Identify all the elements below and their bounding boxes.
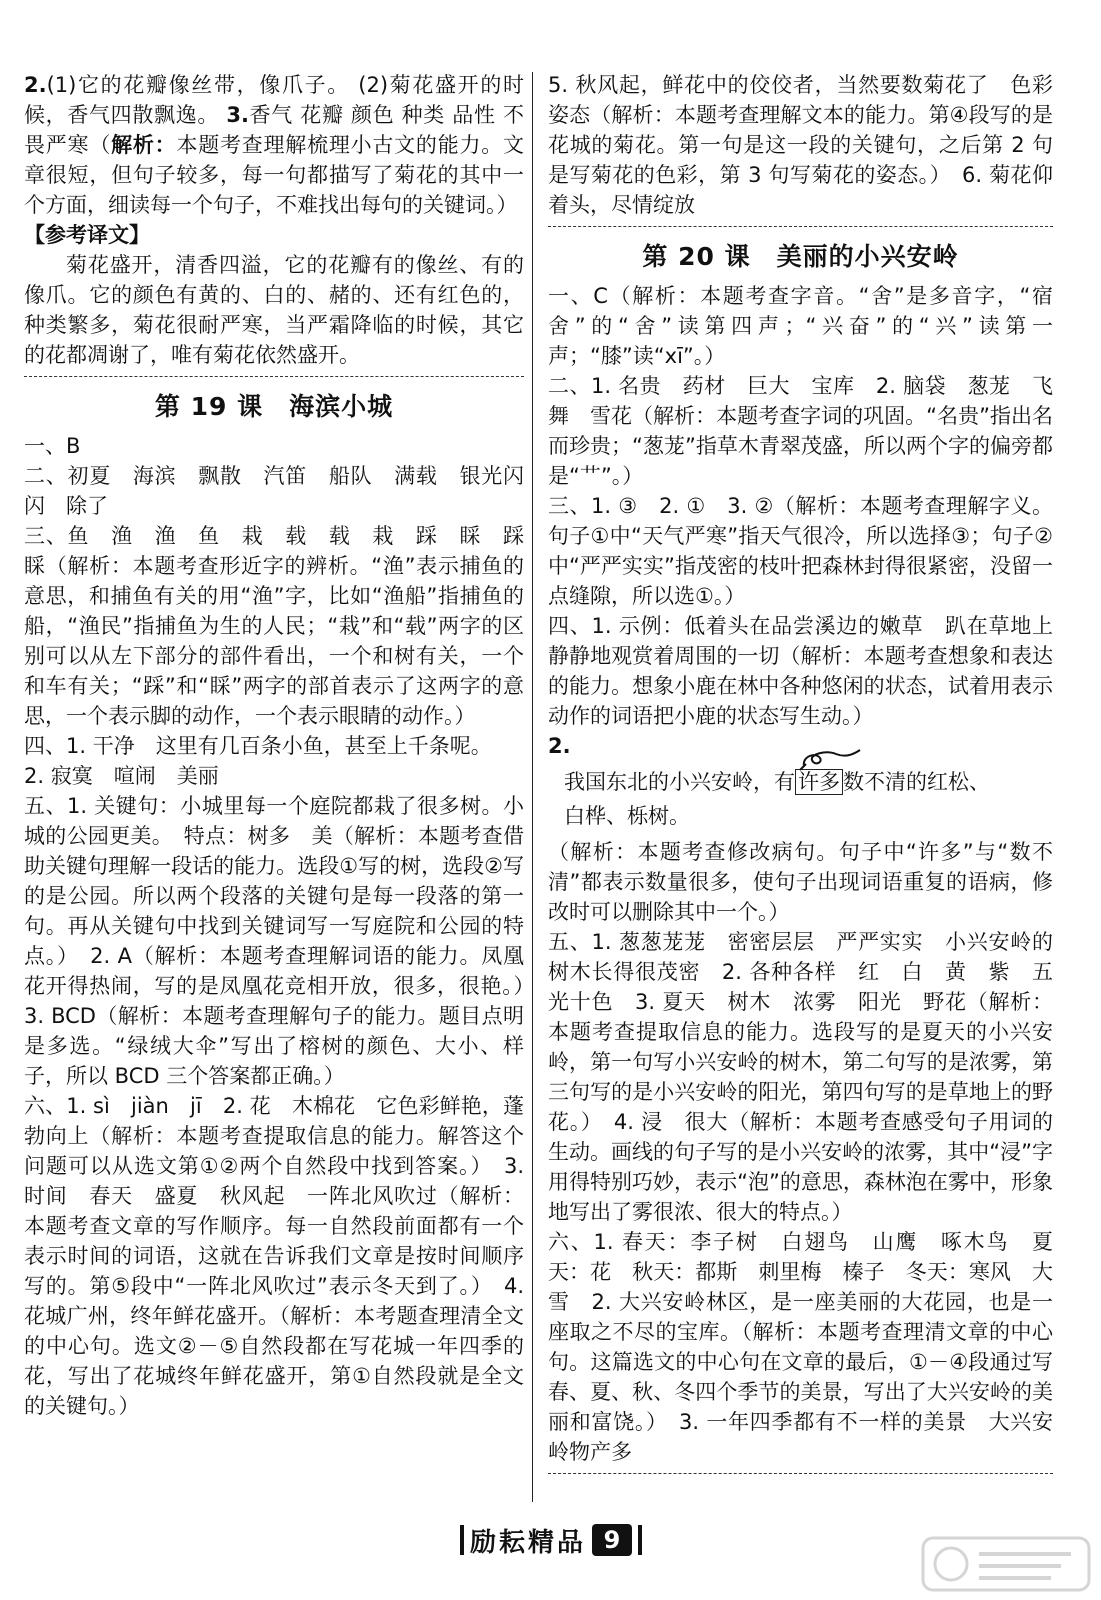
analysis-text: 本题考查理解梳理小古文的能力。文章很短，但句子较多，每一句都描写了菊花的其中一个方面，细读每一个句子，不难找出每句的关键词。） [24, 133, 525, 217]
l19-part-3: 三、鱼 渔 渔 鱼 栽 载 载 栽 踩 睬 踩 睬（解析：本题考查形近字的辨析。“渔”表示捕鱼的意思，和捕鱼有关的用“渔”字，比如“渔船”指捕鱼的船，“渔民”指捕鱼为生的人民；“栽”和“载”两字的区别可以从左下部分的部件看出，一个和树有关，一个和车有关；“踩”和“睬”两字的部首表示了这两字的意思，一个表示脚的动作，一个表示眼睛的动作。） [24, 524, 545, 728]
section-separator-bottom [548, 1473, 1053, 1474]
l20-part-6: 六、1. 春天：李子树 白翅鸟 山鹰 啄木鸟 夏天：花 秋天：都斯 刺里梅 榛子 冬天：寒风 大雪 2. 大兴安岭林区，是一座美丽的大花园，也是一座取之不尽的宝库。（解析：本题考查理清文章的中心句。这篇选文的中心句在文章的最后，①－④段通过写春、夏、秋、冬四个季节的美景，写出了大兴安岭的美丽和富饶。） 3. 一年四季都有不一样的美景 大兴安岭物产多 [548, 1230, 1053, 1464]
sentence-text: 数不清的红松、 [843, 770, 990, 794]
answer-text: 香气 花瓣 颜色 种类 品性 不畏严寒 [24, 103, 524, 157]
corrected-sentence [548, 765, 1053, 833]
sentence-text: 我国东北的小兴安岭，有 [564, 770, 795, 794]
footer-bar-right [638, 1525, 642, 1555]
deletion-mark-icon [796, 748, 866, 772]
section-separator [548, 226, 1053, 227]
answer-text: (1)它的花瓣像丝带，像爪子。 (2)菊花盛开的时候，香气四散飘逸。 [24, 73, 524, 127]
watermark-logo [921, 1534, 1091, 1594]
deleted-word-box [795, 769, 843, 795]
page-number: 9 [592, 1524, 632, 1556]
l20-part-4-analysis: （解析：本题考查修改病句。句子中“许多”与“数不清”都表示数量很多，使句子出现词语重复的语病，修改时可以删除其中一个。） [548, 840, 1053, 924]
item-number: 2. [24, 73, 47, 97]
l20-part-4-2-number: 2. [548, 734, 571, 758]
boxed-word: 许多 [798, 770, 840, 794]
answer-para: 2.(1)它的花瓣像丝带，像爪子。 (2)菊花盛开的时候，香气四散飘逸。 3.香气 花瓣 颜色 种类 品性 不畏严寒（解析：本题考查理解梳理小古文的能力。文章很短，但句子较多，每一句都描写了菊花的其中一个方面，细读每一个句子，不难找出每句的关键词。） [24, 73, 525, 217]
l19-part-6: 六、1. sì jiàn jī 2. 花 木棉花 它色彩鲜艳，蓬勃向上（解析：本题考查提取信息的能力。解答这个问题可以从选文第①②两个自然段中找到答案。） 3. 时间 春天 盛夏 秋风起 一阵北风吹过（解析：本题考查文章的写作顺序。每一自然段前面都有一个表示时间的词语，这就在告诉我们文章是按时间顺序写的。第⑤段中“一阵北风吹过”表示冬天到了。） 4. 花城广州，终年鲜花盛开。（解析：本考题查理清全文的中心句。选文②－⑤自然段都在写花城一年四季的花，写出了花城终年鲜花盛开，第①自然段就是全文的关键句。） [24, 1094, 524, 1418]
reference-translation-text: 菊花盛开，清香四溢，它的花瓣有的像丝、有的像爪。它的颜色有黄的、白的、赭的、还有红色的，种类繁多，菊花很耐严寒，当严霜降临的时候，其它的花都凋谢了，唯有菊花依然盛开。 [24, 253, 524, 367]
column-divider [532, 72, 533, 1502]
l19-part-5: 五、1. 关键句：小城里每一个庭院都栽了很多树。小城的公园更美。 特点：树多 美（解析：本题考查借助关键句理解一段话的能力。选段①写的树，选段②写的是公园。所以两个段落的关键句是每一段落的第一句。再从关键句中找到关键词写一写庭院和公园的特点。） 2. A（解析：本题考查理解词语的能力。凤凰花开得热闹，写的是凤凰花竞相开放，很多，很艳。） 3. BCD（解析：本题考查理解句子的能力。题目点明是多选。“绿绒大伞”写出了榕树的颜色、大小、样子，所以 BCD 三个答案都正确。） [24, 794, 545, 1088]
right-column [548, 70, 1074, 1482]
reference-translation-title: 【参考译文】 [24, 223, 150, 247]
brand-name: 励耘精品 [469, 1527, 586, 1558]
l19-part-4-2: 2. 寂寞 喧闹 美丽 [24, 764, 219, 788]
sentence-text-line-2: 白桦、栎树。 [564, 804, 690, 828]
item-number: 3. [226, 103, 249, 127]
l19-part-2: 二、初夏 海滨 飘散 汽笛 船队 满载 银光闪闪 除了 [24, 464, 524, 518]
section-separator [24, 376, 524, 377]
l19-part-1: 一、B [24, 434, 81, 458]
l20-part-1: 一、C（解析：本题考查字音。“舍”是多音字，“宿舍”的“舍”读第四声；“兴奋”的“兴”读第一声；“膝”读“xī”。） [548, 284, 1053, 368]
left-column [24, 70, 545, 1421]
footer-brand-block [420, 1520, 682, 1560]
footer-bar-left [460, 1525, 464, 1555]
lesson-20-title: 第 20 课 美丽的小兴安岭 [642, 242, 959, 271]
analysis-label: 解析： [111, 133, 177, 157]
lesson-19-title: 第 19 课 海滨小城 [154, 392, 394, 421]
answer-para-top: 5. 秋风起，鲜花中的佼佼者，当然要数菊花了 色彩 姿态（解析：本题考查理解文本的能力。第④段写的是花城的菊花。第一句是这一段的关键句，之后第 2 句是写菊花的色彩，第 3 句写菊花的姿态。） 6. 菊花仰着头，尽情绽放 [548, 73, 1074, 217]
l20-part-5: 五、1. 葱葱茏茏 密密层层 严严实实 小兴安岭的树木长得很茂密 2. 各种各样 红 白 黄 紫 五光十色 3. 夏天 树木 浓雾 阳光 野花（解析：本题考查提取信息的能力。选段写的是夏天的小兴安岭，第一句写小兴安岭的树木，第二句写的是浓雾，第三句写的是小兴安岭的阳光，第四句写的是草地上的野花。） 4. 浸 很大（解析：本题考查感受句子用词的生动。画线的句子写的是小兴安岭的浓雾，其中“浸”字用得特别巧妙，表示“泡”的意思，森林泡在雾中，形象地写出了雾很浓、很大的特点。） [548, 930, 1053, 1224]
l20-part-3: 三、1. ③ 2. ① 3. ②（解析：本题考查理解字义。句子①中“天气严寒”指天气很冷，所以选择③；句子②中“严严实实”指茂密的枝叶把森林封得很紧密，没留一点缝隙，所以选①。） [548, 494, 1053, 608]
l20-part-2: 二、1. 名贵 药材 巨大 宝库 2. 脑袋 葱茏 飞舞 雪花（解析：本题考查字词的巩固。“名贵”指出名而珍贵；“葱茏”指草木青翠茂盛，所以两个字的偏旁都是“艹”。） [548, 374, 1053, 488]
l20-part-4: 四、1. 示例：低着头在品尝溪边的嫩草 趴在草地上静静地观赏着周围的一切（解析：本题考查想象和表达的能力。想象小鹿在林中各种悠闲的状态，试着用表示动作的词语把小鹿的状态写生动。） [548, 614, 1053, 728]
l19-part-4: 四、1. 干净 这里有几百条小鱼，甚至上千条呢。 [24, 734, 492, 758]
